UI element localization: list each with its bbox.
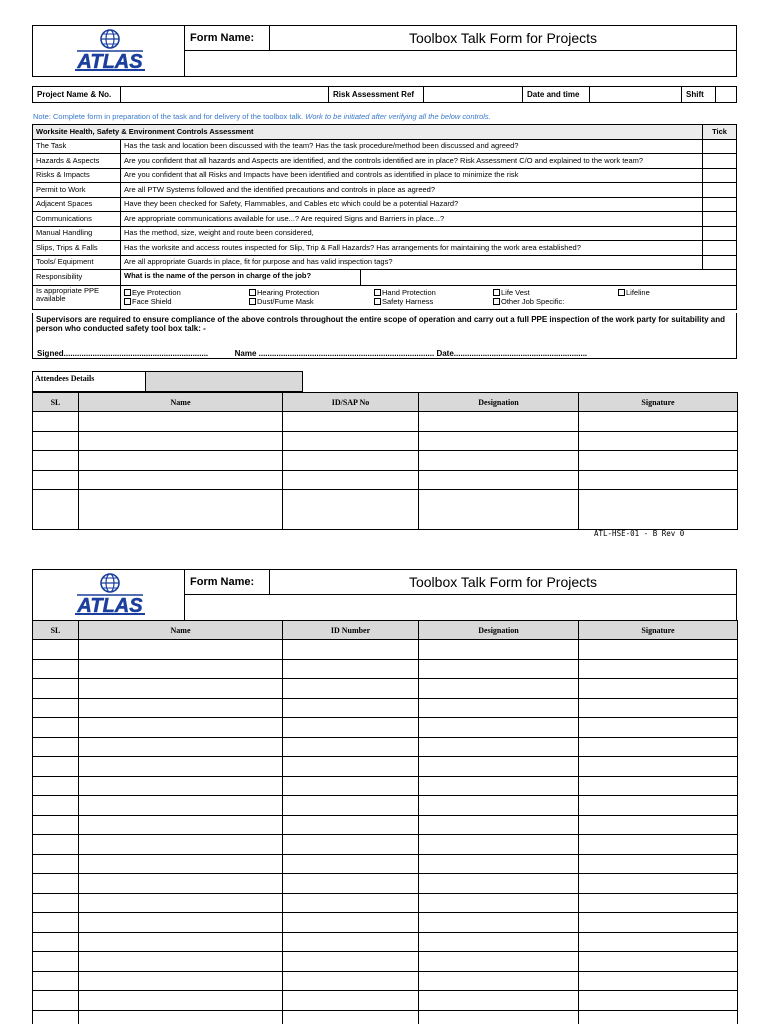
form-name-label: Form Name: (185, 26, 270, 51)
control-row (33, 154, 737, 169)
control-row (33, 197, 737, 212)
svg-text:ATLAS: ATLAS (77, 51, 143, 73)
date-time-field[interactable] (590, 87, 682, 102)
control-item: Adjacent Spaces (33, 197, 121, 212)
tick-cell[interactable] (703, 168, 737, 183)
table-row[interactable] (33, 757, 738, 777)
tick-cell[interactable] (703, 255, 737, 270)
table-row[interactable] (33, 490, 738, 530)
table-row[interactable] (33, 659, 738, 679)
document-reference: ATL-HSE-01 - B Rev 0 (594, 529, 685, 538)
attendees-table (32, 392, 738, 530)
responsibility-row (33, 270, 737, 286)
checkbox-icon[interactable] (374, 289, 381, 296)
signed-field[interactable]: Signed................................................................. (37, 349, 209, 358)
table-row[interactable] (33, 698, 738, 718)
control-item: Tools/ Equipment (33, 255, 121, 270)
checkbox-icon[interactable] (249, 298, 256, 305)
table-row[interactable] (33, 835, 738, 855)
control-question: Are appropriate communications available for use...? Are required Signs and Barriers in place...? (121, 212, 703, 227)
form-title: Toolbox Talk Form for Projects (270, 26, 736, 51)
signature-line (37, 349, 587, 358)
globe-icon (101, 574, 119, 592)
shift-field[interactable] (716, 87, 736, 102)
checkbox-icon[interactable] (618, 289, 625, 296)
col-designation: Designation (419, 621, 579, 640)
tick-cell[interactable] (703, 154, 737, 169)
form-name-blank-field[interactable] (185, 51, 736, 76)
control-item: Slips, Trips & Falls (33, 241, 121, 256)
risk-assessment-label: Risk Assessment Ref (329, 87, 424, 102)
date-field[interactable]: Date............................................................ (436, 349, 588, 358)
checkbox-icon[interactable] (493, 298, 500, 305)
table-row[interactable] (33, 952, 738, 972)
col-sl: SL (33, 393, 79, 412)
control-row (33, 139, 737, 154)
risk-assessment-field[interactable] (424, 87, 523, 102)
instruction-note (33, 112, 491, 121)
name-field[interactable]: Name ............................................................................... (234, 349, 435, 358)
control-item: Communications (33, 212, 121, 227)
checkbox-icon[interactable] (124, 298, 131, 305)
responsibility-cell (121, 270, 737, 286)
col-name: Name (79, 621, 283, 640)
project-name-label: Project Name & No. (33, 87, 121, 102)
ppe-option-life-vest[interactable]: Life Vest (493, 289, 530, 297)
note-italic-text: Work to be initiated after verifying all the below controls. (305, 112, 491, 121)
table-row[interactable] (33, 737, 738, 757)
tick-cell[interactable] (703, 139, 737, 154)
control-row (33, 241, 737, 256)
controls-assessment-table (32, 124, 737, 310)
project-name-field[interactable] (121, 87, 329, 102)
table-header-row (33, 621, 738, 640)
ppe-option-face-shield[interactable]: Face Shield (124, 298, 172, 306)
control-question: Have they been checked for Safety, Flammables, and Cables etc which could be a potential Hazard? (121, 197, 703, 212)
shift-label: Shift (682, 87, 716, 102)
col-id-number: ID Number (283, 621, 419, 640)
control-row (33, 212, 737, 227)
table-row[interactable] (33, 640, 738, 660)
control-row (33, 183, 737, 198)
ppe-option-harness[interactable]: Safety Harness (374, 298, 433, 306)
control-question: Has the method, size, weight and route been considered, (121, 226, 703, 241)
table-header-row (33, 393, 738, 412)
checkbox-icon[interactable] (374, 298, 381, 305)
date-time-label: Date and time (523, 87, 590, 102)
col-signature: Signature (579, 621, 738, 640)
control-item: Manual Handling (33, 226, 121, 241)
table-row[interactable] (33, 854, 738, 874)
tick-header: Tick (703, 125, 737, 140)
form-name-blank-field[interactable] (185, 595, 736, 620)
ppe-options (121, 285, 737, 309)
supervisor-statement: Supervisors are required to ensure compliance of the above controls throughout the entire scope of operation and carry out a full PPE inspection of the work party for suitability and person who conducted safety tool box talk: - (36, 315, 726, 334)
ppe-row (33, 285, 737, 309)
table-row[interactable] (33, 679, 738, 699)
table-row[interactable] (33, 470, 738, 490)
control-question: Are you confident that all hazards and Aspects are identified, and the controls identified are in place? Risk Assessment C/O and explained to the work team? (121, 154, 703, 169)
controls-header: Worksite Health, Safety & Environment Controls Assessment (33, 125, 703, 140)
col-id: ID/SAP No (283, 393, 419, 412)
form-header-page-2 (32, 569, 737, 621)
ppe-option-dust-mask[interactable]: Dust/Fume Mask (249, 298, 314, 306)
tick-cell[interactable] (703, 226, 737, 241)
table-row[interactable] (33, 893, 738, 913)
project-info-row (32, 86, 737, 103)
checkbox-icon[interactable] (249, 289, 256, 296)
table-row[interactable] (33, 776, 738, 796)
table-row[interactable] (33, 932, 738, 952)
responsibility-question: What is the name of the person in charge of the job? (121, 270, 361, 285)
ppe-option-hearing[interactable]: Hearing Protection (249, 289, 319, 297)
table-row[interactable] (33, 874, 738, 894)
responsibility-label: Responsibility (33, 270, 121, 286)
col-sl: SL (33, 621, 79, 640)
table-row[interactable] (33, 971, 738, 991)
svg-text:ATLAS: ATLAS (77, 595, 143, 617)
company-logo (33, 570, 185, 620)
checkbox-icon[interactable] (124, 289, 131, 296)
control-row (33, 168, 737, 183)
table-row[interactable] (33, 451, 738, 471)
table-row[interactable] (33, 991, 738, 1011)
control-question: Has the task and location been discussed with the team? Has the task procedure/method been discussed and agreed? (121, 139, 703, 154)
control-row (33, 255, 737, 270)
ppe-option-hand[interactable]: Hand Protection (374, 289, 436, 297)
ppe-label: Is appropriate PPE available (33, 285, 121, 309)
control-item: The Task (33, 139, 121, 154)
control-question: Has the worksite and access routes inspected for Slip, Trip & Fall Hazards? Has arrangements for maintaining the work area established? (121, 241, 703, 256)
ppe-option-lifeline[interactable]: Lifeline (618, 289, 650, 297)
attendees-table-page-2 (32, 620, 738, 1024)
table-row[interactable] (33, 718, 738, 738)
tick-cell[interactable] (703, 183, 737, 198)
attendees-label: Attendees Details (32, 371, 145, 392)
control-question: Are all appropriate Guards in place, fit for purpose and has valid inspection tags? (121, 255, 703, 270)
col-name: Name (79, 393, 283, 412)
ppe-option-eye[interactable]: Eye Protection (124, 289, 181, 297)
supervisor-section (32, 313, 737, 359)
control-item: Risks & Impacts (33, 168, 121, 183)
attendees-header-fill (145, 371, 303, 392)
globe-icon (101, 30, 119, 48)
table-row[interactable] (33, 913, 738, 933)
checkbox-icon[interactable] (493, 289, 500, 296)
form-header (32, 25, 737, 77)
control-item: Hazards & Aspects (33, 154, 121, 169)
form-name-label: Form Name: (185, 570, 270, 595)
control-question: Are all PTW Systems followed and the identified precautions and controls in place as agreed? (121, 183, 703, 198)
table-row[interactable] (33, 431, 738, 451)
table-row[interactable] (33, 796, 738, 816)
col-signature: Signature (579, 393, 738, 412)
tick-cell[interactable] (703, 197, 737, 212)
table-row[interactable] (33, 412, 738, 432)
person-in-charge-field[interactable] (361, 270, 736, 285)
ppe-option-other[interactable]: Other Job Specific: (493, 298, 564, 306)
tick-cell[interactable] (703, 212, 737, 227)
table-row[interactable] (33, 1010, 738, 1024)
col-designation: Designation (419, 393, 579, 412)
tick-cell[interactable] (703, 241, 737, 256)
table-header-row (33, 125, 737, 140)
control-row (33, 226, 737, 241)
control-item: Permit to Work (33, 183, 121, 198)
control-question: Are you confident that all Risks and Impacts have been identified and controls as identified in place to minimize the risk (121, 168, 703, 183)
note-text: Note: Complete form in preparation of the task and for delivery of the toolbox talk. (33, 112, 304, 121)
table-row[interactable] (33, 815, 738, 835)
company-logo (33, 26, 185, 76)
form-title: Toolbox Talk Form for Projects (270, 570, 736, 595)
